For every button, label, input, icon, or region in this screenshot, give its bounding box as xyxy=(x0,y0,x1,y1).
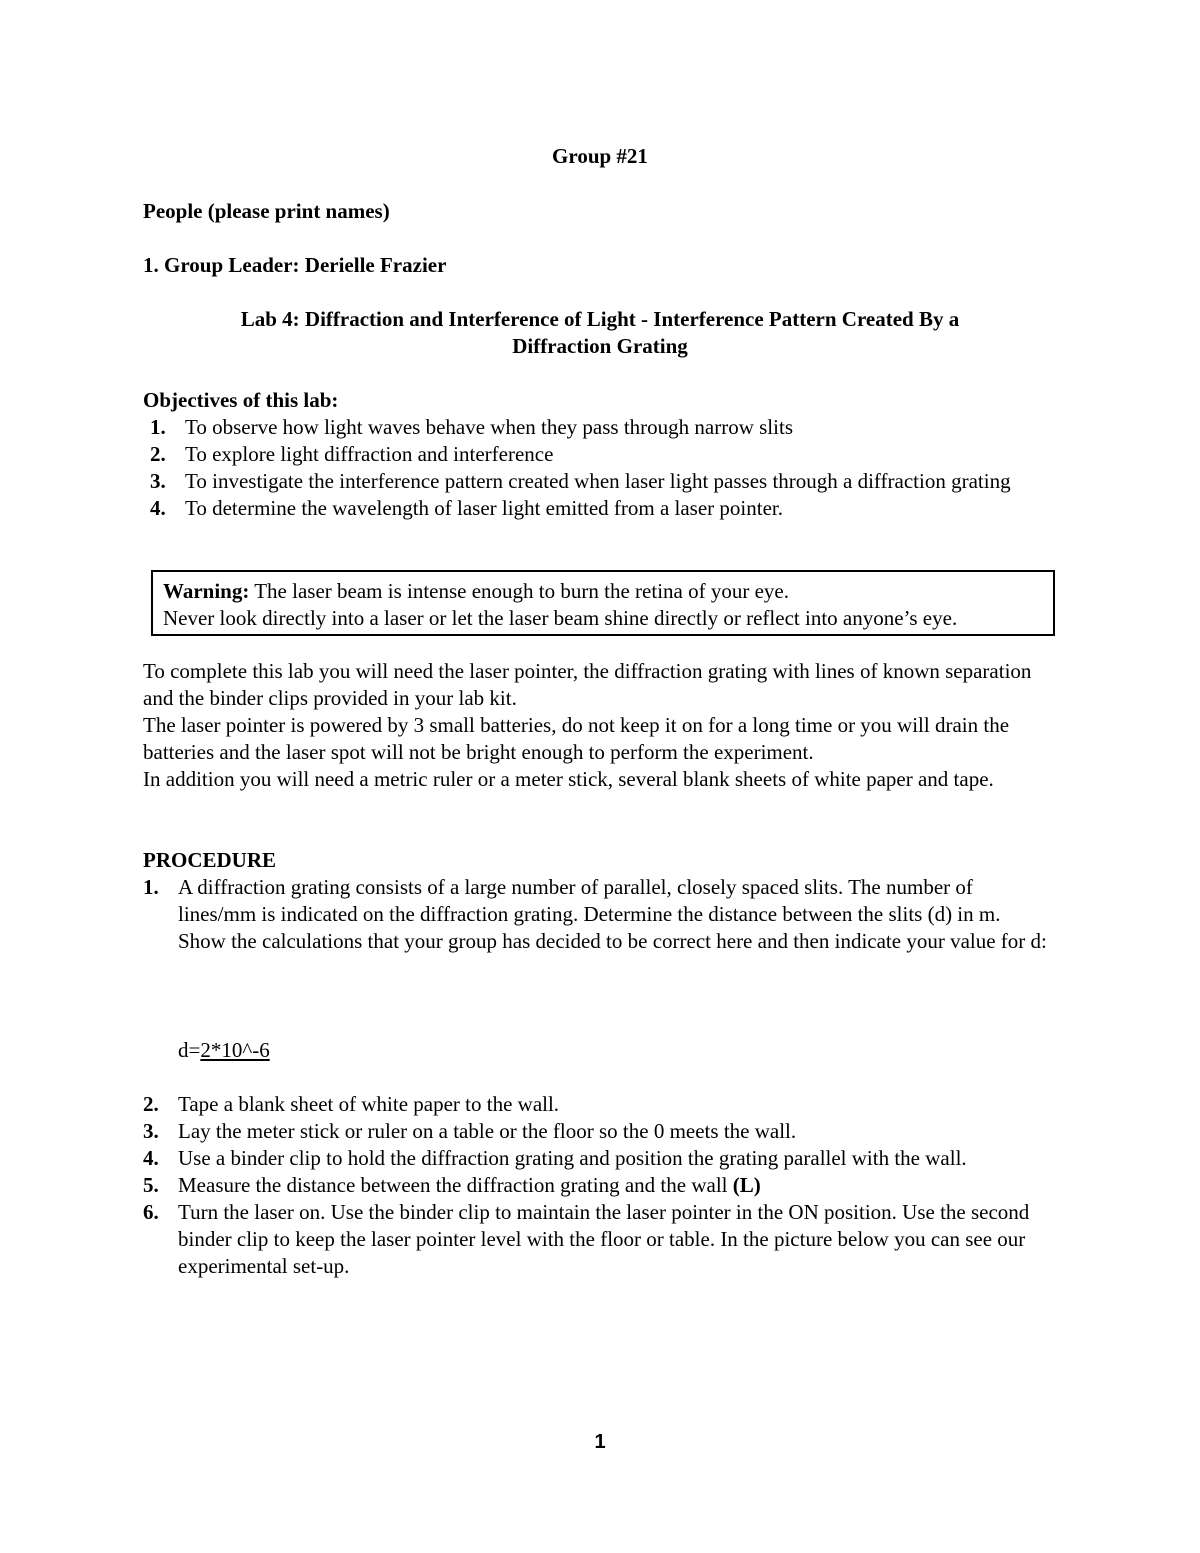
step-text: Tape a blank sheet of white paper to the wall. xyxy=(178,1092,560,1116)
procedure-step xyxy=(143,1199,1053,1280)
lab-title xyxy=(143,306,1057,360)
objective-item xyxy=(143,468,1053,495)
objective-item xyxy=(143,495,1053,522)
procedure-step xyxy=(143,1118,1053,1145)
step-text: A diffraction grating consists of a large number of parallel, closely spaced slits. The number of lines/mm is indicated on the diffraction grating. Determine the distance between the slits (d) in m. Show the calculations that your group has decided to be correct here and then indicate your value for d: xyxy=(178,875,1047,953)
objective-text: To determine the wavelength of laser light emitted from a laser pointer. xyxy=(185,496,783,520)
objective-text: To observe how light waves behave when they pass through narrow slits xyxy=(185,415,793,439)
warning-line1 xyxy=(163,578,1053,605)
procedure-steps xyxy=(143,874,1053,955)
d-value-answer xyxy=(178,1037,270,1064)
group-leader: 1. Group Leader: Derielle Frazier xyxy=(143,253,447,277)
d-value: 2*10^-6 xyxy=(200,1038,270,1062)
intro-paragraph: To complete this lab you will need the laser pointer, the diffraction grating with lines of known separation and the binder clips provided in your lab kit. xyxy=(143,659,1032,710)
objective-number: 1. xyxy=(150,415,166,439)
step-number: 2. xyxy=(143,1092,159,1116)
step-text: Measure the distance between the diffraction grating and the wall xyxy=(178,1173,733,1197)
intro-paragraph: In addition you will need a metric ruler or a meter stick, several blank sheets of white paper and tape. xyxy=(143,767,994,791)
d-label: d= xyxy=(178,1038,201,1062)
warning-line2: Never look directly into a laser or let the laser beam shine directly or reflect into anyone’s eye. xyxy=(163,606,958,630)
procedure-step xyxy=(143,1091,1053,1118)
step-number: 3. xyxy=(143,1119,159,1143)
lab-title-line2: Diffraction Grating xyxy=(512,334,688,358)
objective-number: 4. xyxy=(150,496,166,520)
step-number: 5. xyxy=(143,1173,159,1197)
objectives-list xyxy=(143,414,1053,522)
objective-item xyxy=(143,441,1053,468)
step-number: 4. xyxy=(143,1146,159,1170)
procedure-steps-continued xyxy=(143,1091,1053,1280)
objective-item xyxy=(143,414,1053,441)
warning-label: Warning: xyxy=(163,579,250,603)
procedure-step xyxy=(143,874,1053,955)
group-title: Group #21 xyxy=(552,144,648,168)
procedure-step xyxy=(143,1172,1053,1199)
objective-number: 2. xyxy=(150,442,166,466)
step-text: Use a binder clip to hold the diffraction grating and position the grating parallel with the wall. xyxy=(178,1146,967,1170)
procedure-heading: PROCEDURE xyxy=(143,848,277,872)
step-text: Lay the meter stick or ruler on a table or the floor so the 0 meets the wall. xyxy=(178,1119,797,1143)
objectives-heading: Objectives of this lab: xyxy=(143,388,339,412)
objective-number: 3. xyxy=(150,469,166,493)
intro-paragraph: The laser pointer is powered by 3 small batteries, do not keep it on for a long time or you will drain the batteries and the laser spot will not be bright enough to perform the experiment. xyxy=(143,713,1010,764)
lab-title-line1: Lab 4: Diffraction and Interference of Light - Interference Pattern Created By a xyxy=(240,307,960,331)
step-text: Turn the laser on. Use the binder clip to maintain the laser pointer in the ON position. Use the second binder clip to keep the laser pointer level with the floor or table. In the picture below you can see our experimental set-up. xyxy=(178,1200,1030,1278)
warning-box xyxy=(151,570,1055,636)
step-text-bold: (L) xyxy=(732,1173,761,1197)
step-number: 1. xyxy=(143,875,159,899)
intro-text xyxy=(143,658,1053,793)
warning-text: The laser beam is intense enough to burn the retina of your eye. xyxy=(249,579,789,603)
page-number: 1 xyxy=(594,1431,606,1453)
people-label: People (please print names) xyxy=(143,199,390,223)
step-number: 6. xyxy=(143,1200,159,1224)
procedure-step xyxy=(143,1145,1053,1172)
objective-text: To investigate the interference pattern created when laser light passes through a diffraction grating xyxy=(185,469,1011,493)
objective-text: To explore light diffraction and interference xyxy=(185,442,554,466)
